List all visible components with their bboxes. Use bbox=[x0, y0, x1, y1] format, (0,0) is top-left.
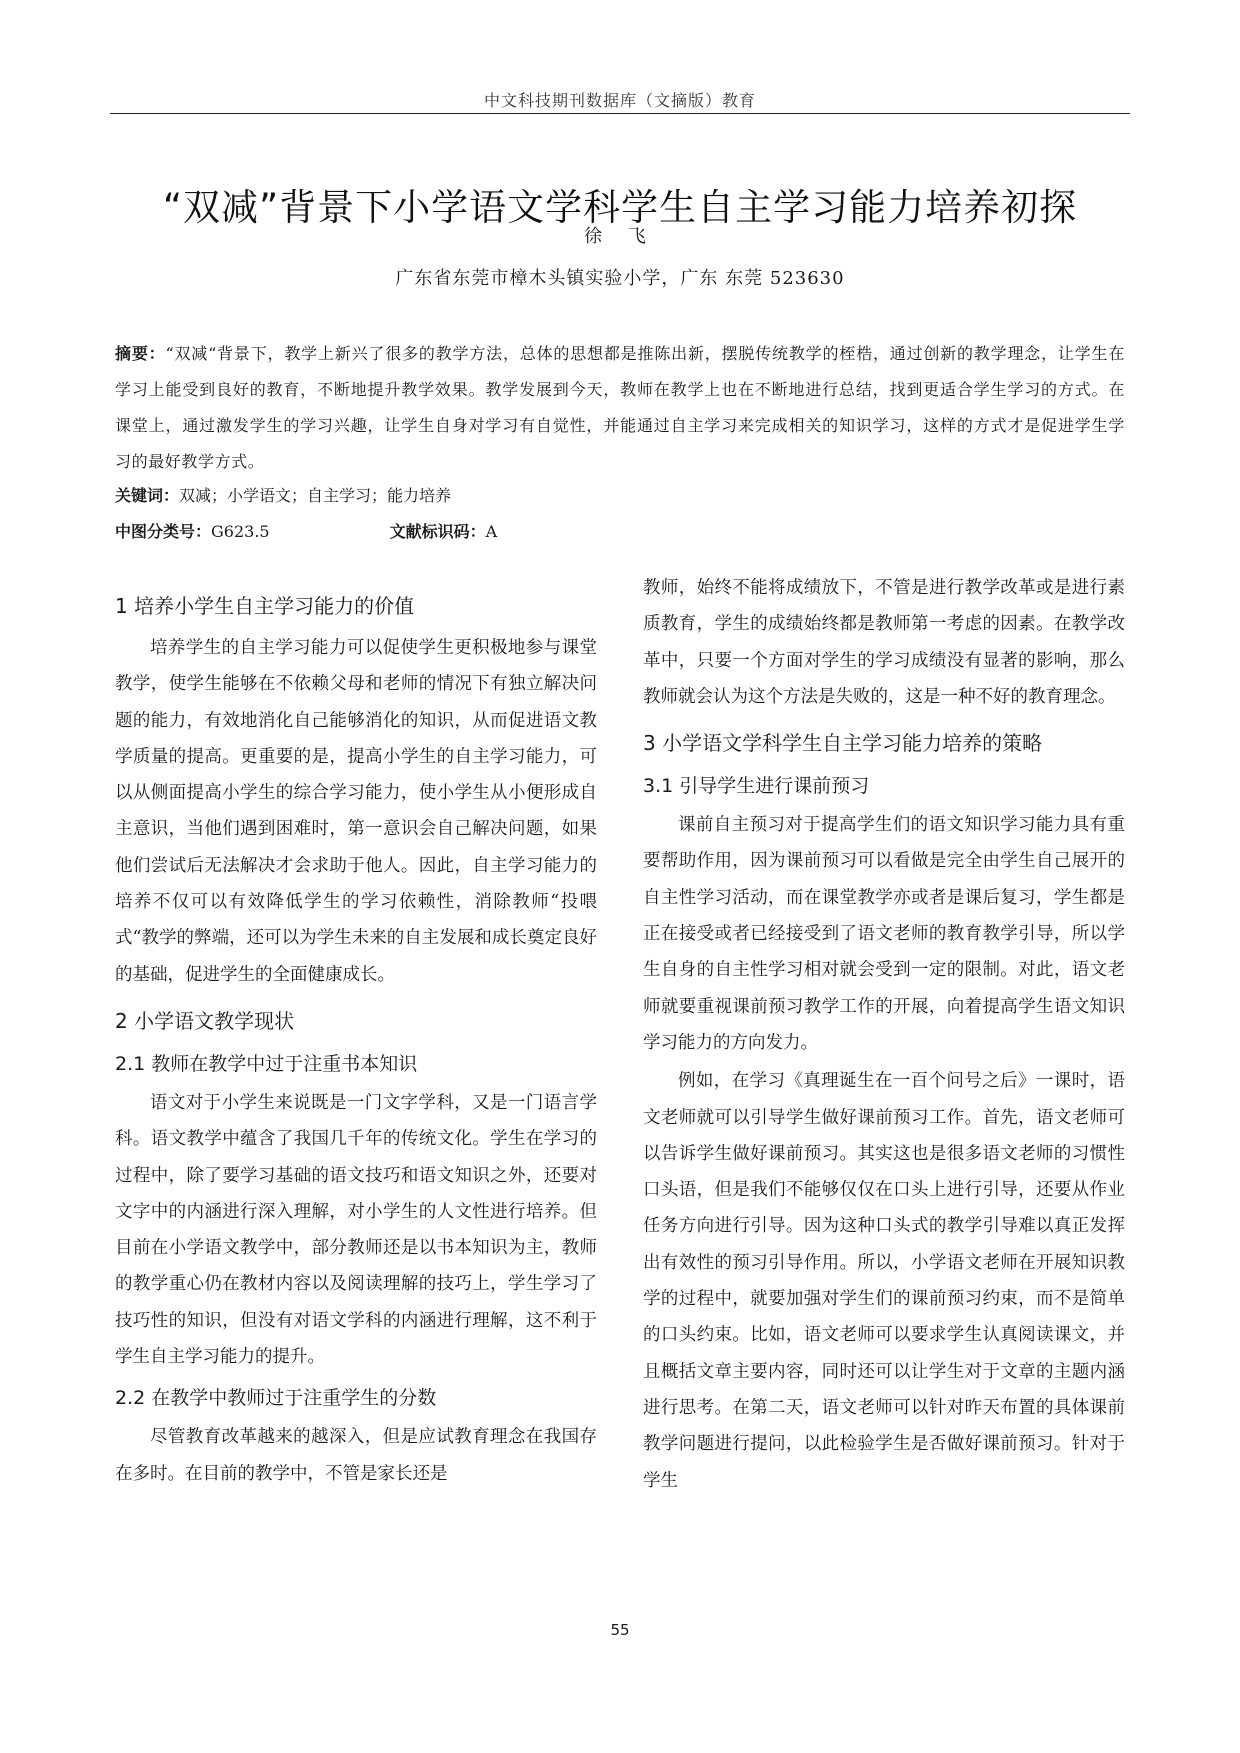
paragraph: 例如，在学习《真理诞生在一百个问号之后》一课时，语文老师就可以引导学生做好课前预习工作。首先，语文老师可以告诉学生做好课前预习。其实这也是很多语文老师的习惯性口头语，但是我们不能够仅仅在口头上进行引导，还要从作业任务方向进行引导。因为这种口头式的教学引导难以真正发挥出有效性的预习引导作用。所以，小学语文老师在开展知识教学的过程中，就要加强对学生们的课前预习约束，而不是简单的口头约束。比如，语文老师可以要求学生认真阅读课文，并且概括文章主要内容，同时还可以让学生对于文章的主题内涵进行思考。在第二天，语文老师可以针对昨天布置的具体课前教学问题进行提问，以此检验学生是否做好课前预习。针对于学生 bbox=[643, 1071, 1125, 1491]
keywords-label: 关键词： bbox=[115, 486, 180, 505]
subsection-heading-2-1: 2.1 教师在教学中过于注重书本知识 bbox=[115, 1052, 418, 1075]
paragraph: 培养学生的自主学习能力可以促使学生更积极地参与课堂教学，使学生能够在不依赖父母和老师的情况下有独立解决问题的能力，有效地消化自己能够消化的知识，从而促进语文教学质量的提高。更重要的是，提高小学生的自主学习能力，可以从侧面提高小学生的综合学习能力，使小学生从小便形成自主意识，当他们遇到困难时，第一意识会自己解决问题，如果他们尝试后无法解决才会求助于他人。因此，自主学习能力的培养不仅可以有效降低学生的学习依赖性，消除教师“投喂式“教学的弊端，还可以为学生未来的自主发展和成长奠定良好的基础，促进学生的全面健康成长。 bbox=[115, 638, 597, 985]
paragraph-continued: 教师，始终不能将成绩放下，不管是进行教学改革或是进行素质教育，学生的成绩始终都是教师第一考虑的因素。在教学改革中，只要一个方面对学生的学习成绩没有显著的影响，那么教师就会认为这个方法是失败的，这是一种不好的教育理念。 bbox=[643, 578, 1125, 707]
abstract-text: “双减“背景下，教学上新兴了很多的教学方法，总体的思想都是推陈出新，摆脱传统教学的桎梏，通过创新的教学理念，让学生在学习上能受到良好的教育，不断地提升教学效果。教学发展到今天，教师在教学上也在不断地进行总结，找到更适合学生学习的方式。在课堂上，通过激发学生的学习兴趣，让学生自身对学习有自觉性，并能通过自主学习来完成相关的知识学习，这样的方式才是促进学生学习的最好教学方式。 bbox=[115, 344, 1125, 471]
paragraph: 语文对于小学生来说既是一门文字学科，又是一门语言学科。语文教学中蕴含了我国几千年的传统文化。学生在学习的过程中，除了要学习基础的语文技巧和语文知识之外，还要对文字中的内涵进行深入理解，对小学生的人文性进行培养。但目前在小学语文教学中，部分教师还是以书本知识为主，教师的教学重心仍在教材内容以及阅读理解的技巧上，学生学习了技巧性的知识，但没有对语文学科的内涵进行理解，这不利于学生自主学习能力的提升。 bbox=[115, 1092, 597, 1368]
header-rule bbox=[110, 113, 1130, 114]
abstract-label: 摘要： bbox=[115, 344, 166, 363]
doc-code-label: 文献标识码： bbox=[389, 522, 486, 541]
section-heading-3: 3 小学语文学科学生自主学习能力培养的策略 bbox=[643, 731, 1043, 756]
section-heading-2: 2 小学语文教学现状 bbox=[115, 1008, 295, 1033]
doc-code-value: A bbox=[485, 522, 498, 541]
article-title: “双减”背景下小学语文学科学生自主学习能力培养初探 bbox=[162, 185, 1078, 229]
affiliation: 广东省东莞市樟木头镇实验小学，广东 东莞 523630 bbox=[395, 268, 845, 289]
running-head: 中文科技期刊数据库（文摘版）教育 bbox=[483, 91, 756, 110]
subsection-heading-3-1: 3.1 引导学生进行课前预习 bbox=[643, 775, 870, 798]
left-column bbox=[115, 586, 597, 1494]
abstract bbox=[115, 336, 1125, 480]
clc-label: 中图分类号： bbox=[115, 522, 212, 541]
paragraph: 尽管教育改革越来的越深入，但是应试教育理念在我国存在多时。在目前的教学中，不管是家长还是 bbox=[115, 1427, 597, 1484]
subsection-heading-2-2: 2.2 在教学中教师过于注重学生的分数 bbox=[115, 1387, 437, 1410]
classification bbox=[115, 514, 1125, 550]
clc-value: G623.5 bbox=[211, 522, 270, 541]
page-number: 55 bbox=[610, 1621, 630, 1639]
keywords bbox=[115, 478, 1125, 514]
keywords-text: 双减；小学语文；自主学习；能力培养 bbox=[179, 486, 452, 505]
author: 徐 飞 bbox=[584, 226, 656, 247]
paragraph: 课前自主预习对于提高学生们的语文知识学习能力具有重要帮助作用，因为课前预习可以看做是完全由学生自己展开的自主性学习活动，而在课堂教学亦或者是课后复习，学生都是正在接受或者已经接受到了语文老师的教育教学引导，所以学生自身的自主性学习相对就会受到一定的限制。对此，语文老师就要重视课前预习教学工作的开展，向着提高学生语文知识学习能力的方向发力。 bbox=[643, 815, 1125, 1053]
section-heading-1: 1 培养小学生自主学习能力的价值 bbox=[115, 594, 415, 618]
right-column bbox=[643, 570, 1125, 1501]
